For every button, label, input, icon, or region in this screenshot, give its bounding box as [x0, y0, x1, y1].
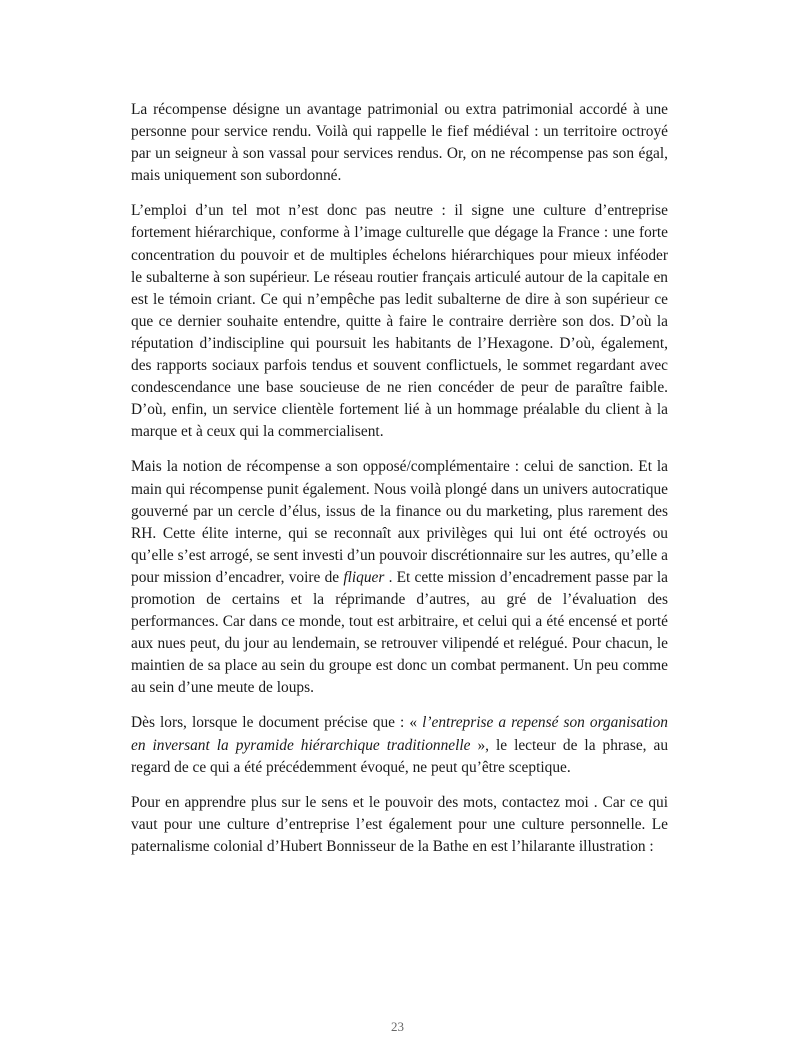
paragraph-text: Mais la notion de récompense a son opposé/complémentaire : celui de sanction. Et la main qui récompense punit également. Nous voilà plongé dans un univers autocratique gouverné par un cercle d’élus, issus de la finance ou du marketing, plus rarement des RH. Cette élite interne, qui se reconnaît aux privilèges qui lui ont été octroyés ou qu’elle s’est arrogé, se sent investi d’un pouvoir discrétionnaire sur les autres, qu’elle a pour mission d’encadrer, voire de [131, 458, 668, 586]
body-text [131, 99, 668, 871]
paragraph-text: », le lecteur de la phrase, au regard de ce qui a été précédemment évoqué, ne peut qu’être sceptique. [131, 736, 669, 776]
italic-word-fliquer: fliquer [343, 568, 385, 586]
paragraph-text: L’emploi d’un tel mot n’est donc pas neutre : il signe une culture d’entreprise fortement hiérarchique, conforme à l’image culturelle que dégage la France : une forte concentration du pouvoir et de multiples échelons hiérarchiques pour mieux inféoder le subalterne à son supérieur. Le réseau routier français articulé autour de la capitale en est le témoin criant. Ce qui n’empêche pas ledit subalterne de dire à son supérieur ce que ce dernier souhaite entendre, quitte à faire le contraire derrière son dos. D’où la réputation d’indiscipline qui poursuit les habitants de l’Hexagone. D’où, également, des rapports sociaux parfois tendus et souvent conflictuels, le sommet regardant avec condescendance une base soucieuse de ne rien concéder de peur de paraître faible. D’où, enfin, un service clientèle fortement lié à un hommage préalable du client à la marque et à ceux qui la commercialisent. [131, 202, 668, 441]
paragraph-4 [131, 712, 668, 778]
paragraph-2 [131, 200, 668, 443]
paragraph-text: Pour en apprendre plus sur le sens et le pouvoir des mots, contactez moi . Car ce qui vaut pour une culture d’entreprise l’est également pour une culture personnelle. Le paternalisme colonial d’Hubert Bonnisseur de la Bathe en est l’hilarante illustration : [131, 793, 668, 855]
paragraph-text: . Et cette mission d’encadrement passe par la promotion de certains et la réprimande d’autres, au gré de l’évaluation des performances. Car dans ce monde, tout est arbitraire, et celui qui a été encensé et porté aux nues peut, du jour au lendemain, se retrouver vilipendé et relégué. Pour chacun, le maintien de sa place au sein du groupe est donc un combat permanent. Un peu comme au sein d’une meute de loups. [131, 568, 668, 697]
paragraph-text: Dès lors, lorsque le document précise que : « [131, 714, 423, 732]
paragraph-text: La récompense désigne un avantage patrimonial ou extra patrimonial accordé à une personne pour service rendu. Voilà qui rappelle le fief médiéval : un territoire octroyé par un seigneur à son vassal pour services rendus. Or, on ne récompense pas son égal, mais uniquement son subordonné. [131, 101, 668, 185]
paragraph-1 [131, 99, 668, 187]
page-number: 23 [391, 1019, 404, 1034]
paragraph-3 [131, 456, 668, 699]
paragraph-5 [131, 792, 668, 858]
quoted-phrase: l’entreprise a repensé son organisation en inversant la pyramide hiérarchique traditionnelle [131, 714, 668, 754]
